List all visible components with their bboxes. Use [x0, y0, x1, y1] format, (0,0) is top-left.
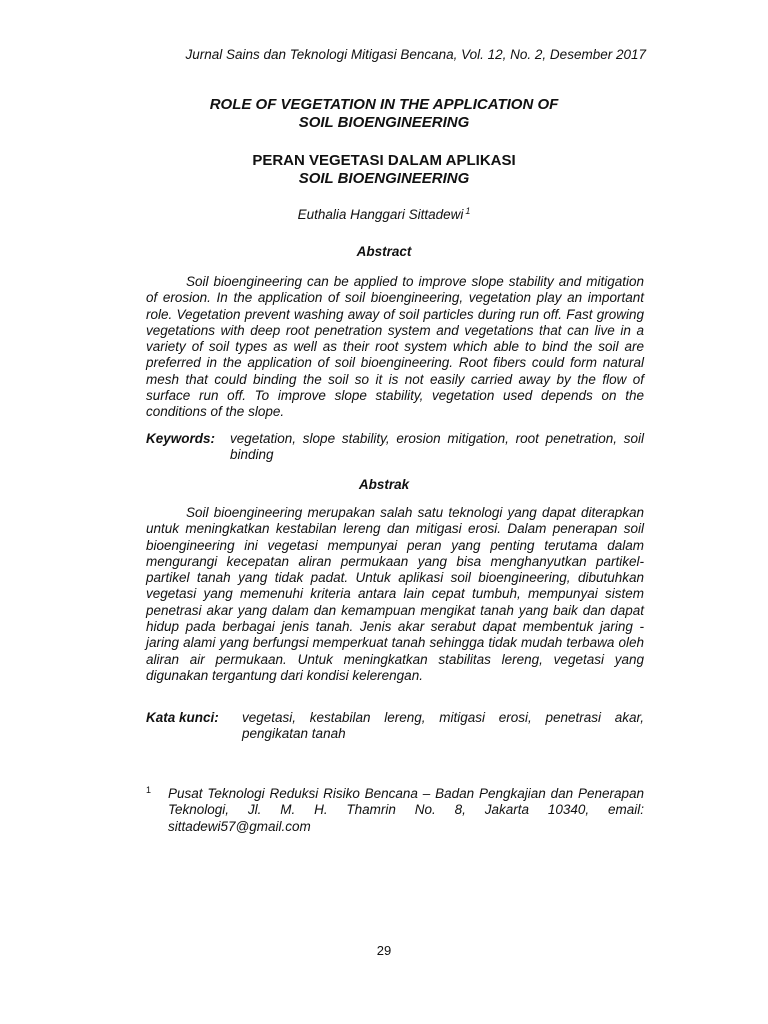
title-english: [0, 96, 768, 132]
author-name: Euthalia Hanggari Sittadewi: [297, 207, 464, 222]
author-affiliation-mark: 1: [465, 206, 471, 216]
footnote-mark: 1: [146, 785, 152, 795]
abstract-body: Soil bioengineering can be applied to improve slope stability and mitigation of erosion. In the application of soil bioengineering, vegetation play an important role. Vegetation prevent washing away of soil particles during run off. Fast growing vegetations with deep root penetration system and vegetations that can live in a variety of soil types as well as their root system which able to bind the soil are preferred in the application of soil bioengineering. Root fibers could form natural mesh that could binding the soil so it is not easily carried away by the flow of surface run off. To improve slope stability, vegetation used depends on the conditions of the slope.: [146, 274, 644, 420]
title-indonesian-line1: PERAN VEGETASI DALAM APLIKASI: [252, 152, 516, 169]
keywords-text: vegetation, slope stability, erosion mitigation, root penetration, soil binding: [230, 431, 644, 463]
kata-kunci-label: Kata kunci:: [146, 710, 219, 725]
title-indonesian-line2: SOIL BIOENGINEERING: [298, 170, 470, 187]
title-indonesian: [0, 152, 768, 188]
keywords-block: [146, 431, 644, 464]
abstract-heading: Abstract: [356, 244, 412, 259]
abstrak-heading: Abstrak: [358, 477, 410, 492]
page-number: 29: [376, 943, 392, 958]
keywords-label: Keywords:: [146, 431, 216, 446]
journal-header: Jurnal Sains dan Teknologi Mitigasi Bencana, Vol. 12, No. 2, Desember 2017: [185, 47, 646, 62]
author-line: [0, 206, 768, 222]
affiliation-footnote: [146, 786, 644, 835]
abstrak-body: Soil bioengineering merupakan salah satu teknologi yang dapat diterapkan untuk meningkatkan kestabilan lereng dan mitigasi erosi. Dalam penerapan soil bioengineering ini vegetasi mempunyai peran yang penting terutama dalam mengurangi kecepatan aliran permukaan yang bisa menghanyutkan partikel-partikel tanah yang tidak padat. Untuk aplikasi soil bioengineering, dibutuhkan vegetasi yang memenuhi kriteria antara lain cepat tumbuh, mempunyai sistem penetrasi akar yang dalam dan kemampuan mengikat tanah yang baik dan dapat hidup pada berbagai jenis tanah. Jenis akar serabut dapat membentuk jaring - jaring alami yang berfungsi memperkuat tanah sehingga tidak mudah terbawa oleh aliran air permukaan. Untuk meningkatkan stabilitas lereng, vegetasi yang digunakan tergantung dari kondisi kelerengan.: [146, 505, 644, 683]
title-english-line1: ROLE OF VEGETATION IN THE APPLICATION OF: [209, 96, 559, 113]
kata-kunci-block: [146, 710, 644, 743]
kata-kunci-text: vegetasi, kestabilan lereng, mitigasi erosi, penetrasi akar, pengikatan tanah: [242, 710, 644, 742]
title-english-line2: SOIL BIOENGINEERING: [298, 114, 470, 131]
footnote-text: Pusat Teknologi Reduksi Risiko Bencana – Badan Pengkajian dan Penerapan Teknologi, Jl. M. H. Thamrin No. 8, Jakarta 10340, email: sittadewi57@gmail.com: [168, 786, 644, 834]
